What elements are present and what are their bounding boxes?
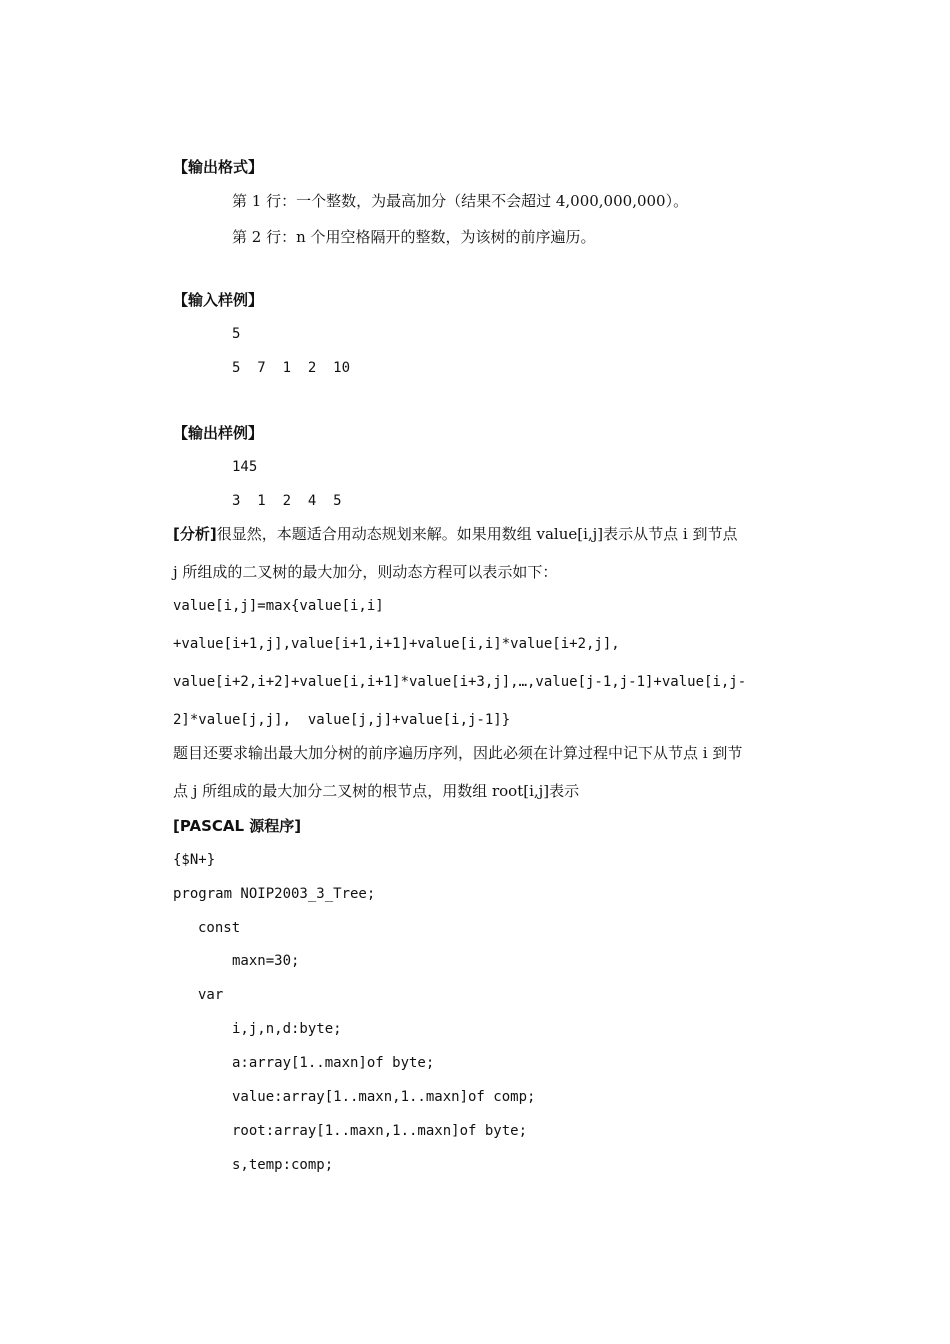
code-line: s,temp:comp; (232, 1157, 334, 1173)
analysis-line-3: 题目还要求输出最大加分树的前序遍历序列，因此必须在计算过程中记下从节点 i 到节 (173, 744, 743, 762)
code-line: maxn=30; (232, 953, 300, 969)
code-line: a:array[1..maxn]of byte; (232, 1055, 435, 1071)
input-sample-heading: 【输入样例】 (173, 291, 264, 309)
code-line: {$N+} (173, 852, 216, 868)
output-format-heading: 【输出格式】 (173, 158, 264, 176)
output-format-line-1: 第 1 行：一个整数，为最高加分（结果不会超过 4,000,000,000）。 (232, 192, 689, 210)
output-sample-line-2: 3 1 2 4 5 (232, 493, 342, 509)
analysis-line-2: j 所组成的二叉树的最大加分，则动态方程可以表示如下： (173, 563, 558, 581)
code-line: value:array[1..maxn,1..maxn]of comp; (232, 1089, 536, 1105)
formula-line-1: value[i,j]=max{value[i,i] (173, 598, 384, 614)
analysis-line-4: 点 j 所组成的最大加分二叉树的根节点，用数组 root[i,j]表示 (173, 782, 580, 800)
output-sample-line-1: 145 (232, 459, 258, 475)
output-format-line-2: 第 2 行：n 个用空格隔开的整数，为该树的前序遍历。 (232, 228, 596, 246)
code-line: root:array[1..maxn,1..maxn]of byte; (232, 1123, 528, 1139)
formula-line-4: 2]*value[j,j], value[j,j]+value[i,j-1]} (173, 712, 511, 728)
output-sample-heading: 【输出样例】 (173, 424, 264, 442)
code-line: const (198, 920, 241, 936)
code-line: program NOIP2003_3_Tree; (173, 886, 376, 902)
code-line: i,j,n,d:byte; (232, 1021, 342, 1037)
analysis-label: [分析] (173, 525, 217, 543)
analysis-line-1-text: 很显然，本题适合用动态规划来解。如果用数组 value[i,j]表示从节点 i 到节点 (216, 525, 738, 543)
analysis-line-1 (173, 524, 738, 544)
code-line: var (198, 987, 224, 1003)
formula-line-2: +value[i+1,j],value[i+1,i+1]+value[i,i]*value[i+2,j], (173, 636, 620, 652)
pascal-heading: [PASCAL 源程序] (173, 817, 302, 835)
formula-line-3: value[i+2,i+2]+value[i,i+1]*value[i+3,j],…,value[j-1,j-1]+value[i,j- (173, 674, 747, 690)
input-sample-line-2: 5 7 1 2 10 (232, 360, 351, 376)
input-sample-line-1: 5 (232, 326, 241, 342)
